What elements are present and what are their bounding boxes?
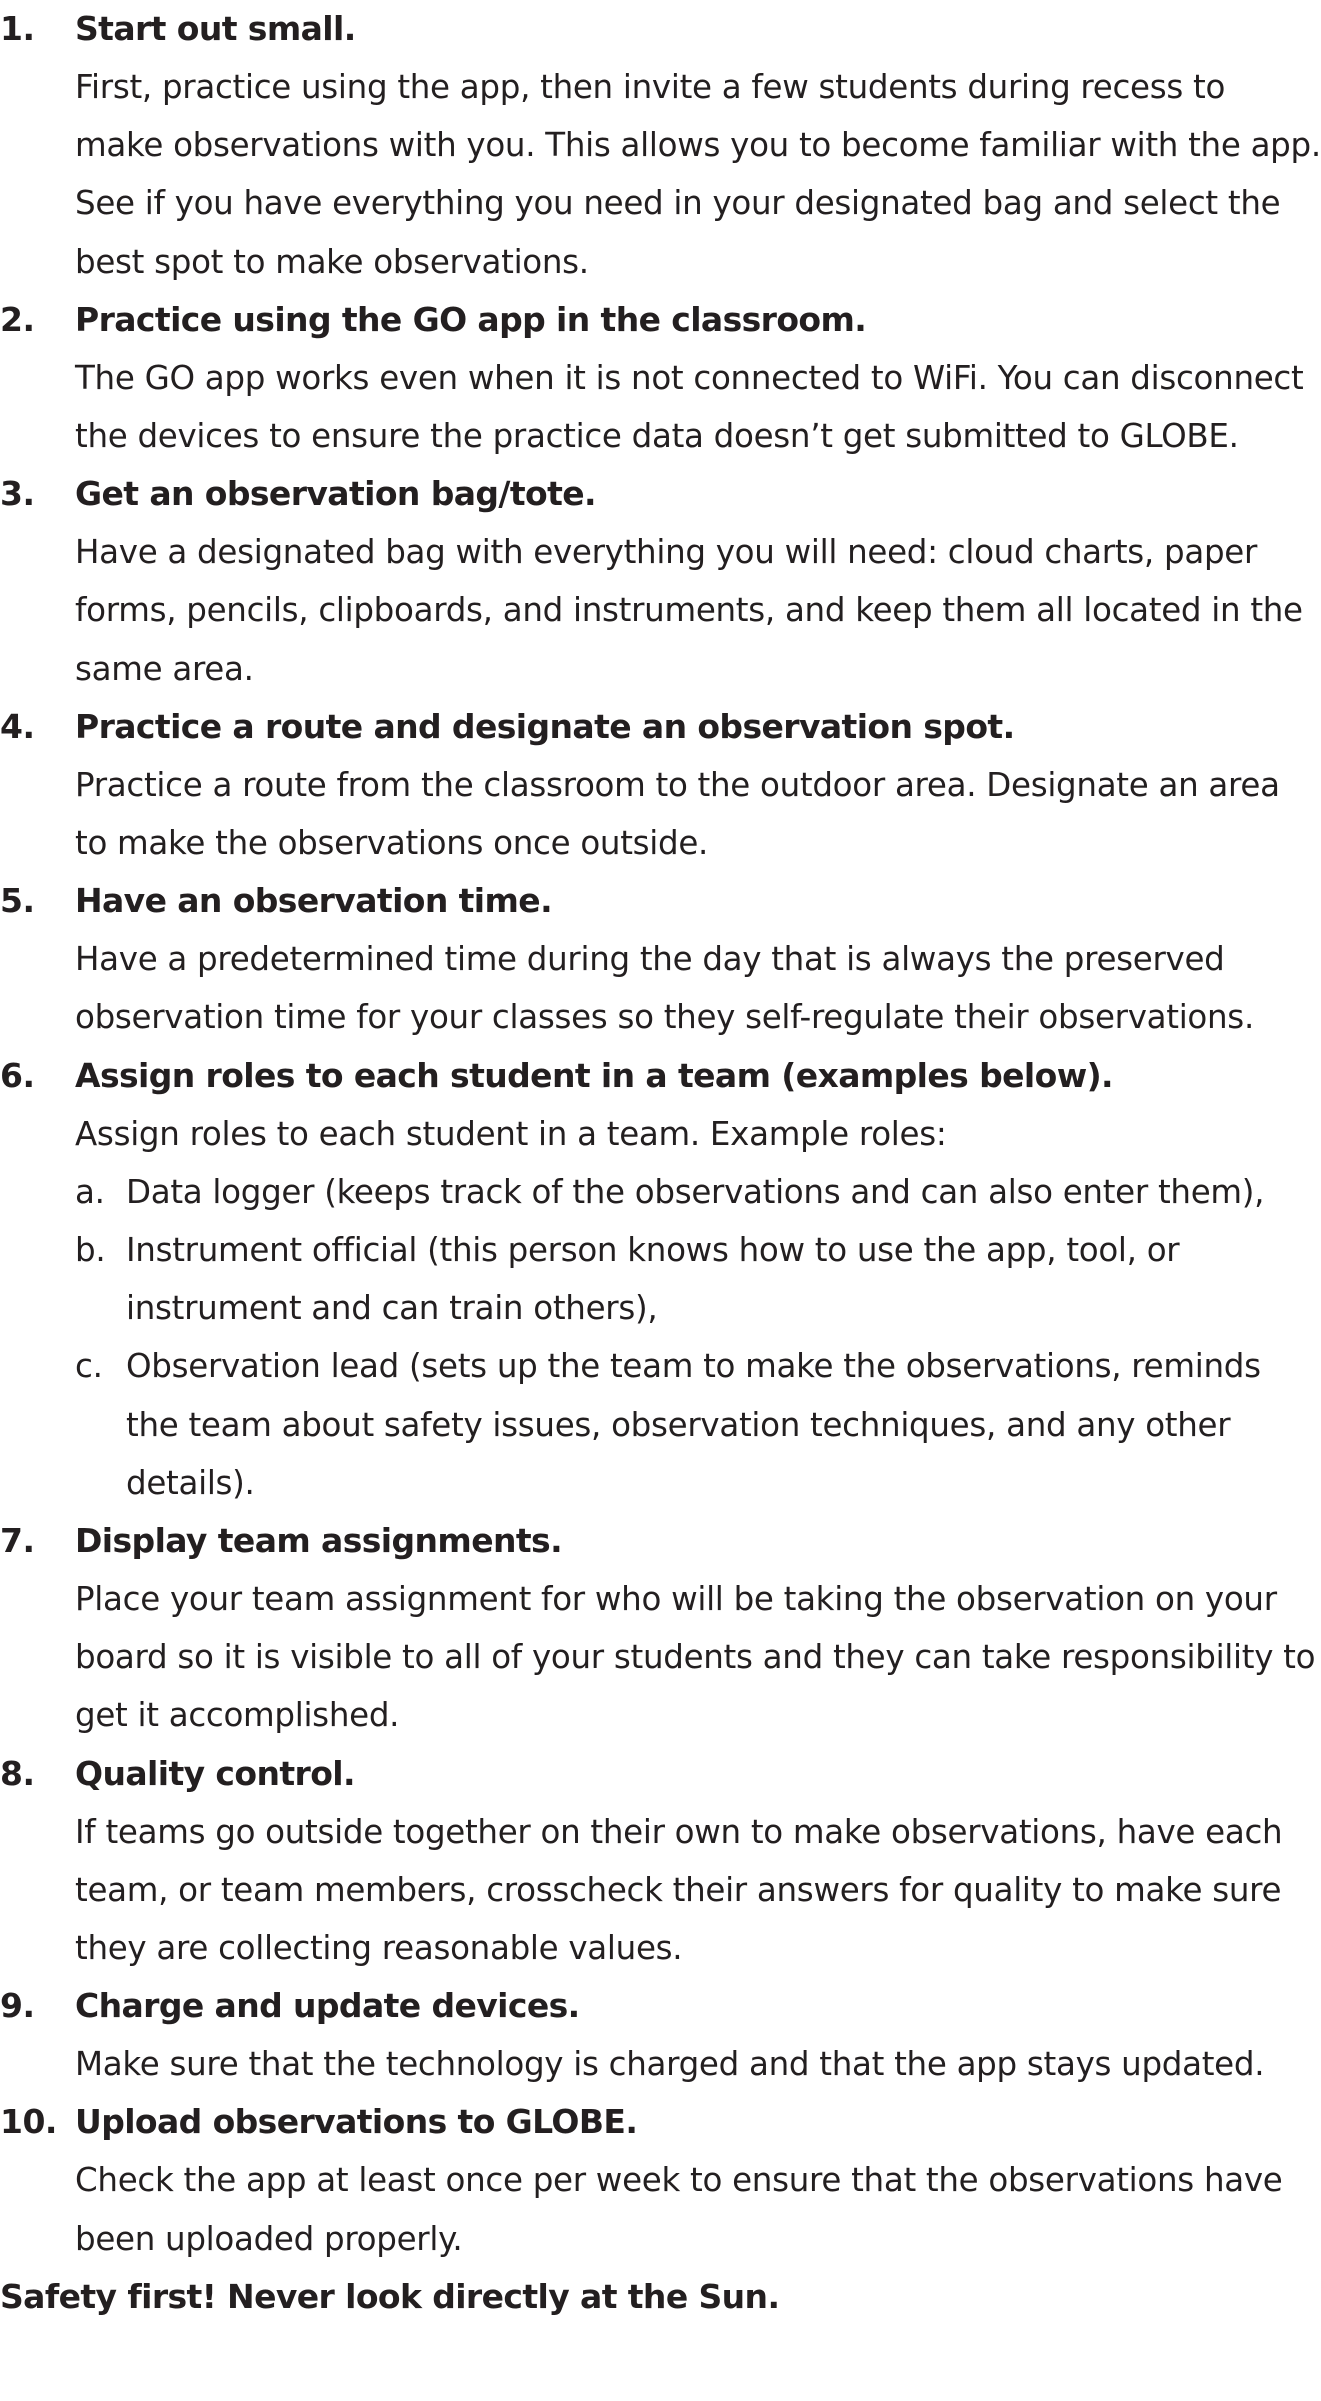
sub-item-marker: a. — [75, 1172, 105, 1211]
list-item-6 — [0, 1047, 1321, 1512]
item-number: 1. — [0, 9, 35, 48]
item-body: Assign roles to each student in a team. Example roles: — [75, 1114, 947, 1153]
sub-item-marker: c. — [75, 1347, 103, 1386]
list-item-2 — [0, 291, 1321, 465]
item-heading: Upload observations to GLOBE. — [75, 2102, 638, 2142]
item-heading: Quality control. — [75, 1753, 355, 1793]
item-number: 7. — [0, 1521, 35, 1561]
sub-item-b — [75, 1221, 1321, 1337]
item-body: The GO app works even when it is not connected to WiFi. You can disconnect the devices to ensure the practice data doesn’t get submitted to GLOBE. — [75, 358, 1304, 456]
safety-note: Safety first! Never look directly at the Sun. — [0, 2276, 780, 2316]
sub-item-c — [75, 1337, 1321, 1512]
sub-item-marker: b. — [75, 1231, 106, 1270]
list-item-9 — [0, 1977, 1321, 2093]
item-body: Have a predetermined time during the day that is always the preserved observation time for your classes so they self-regulate their observations. — [75, 940, 1254, 1037]
item-body: Make sure that the technology is charged and that the app stays updated. — [75, 2045, 1265, 2084]
item-body: Have a designated bag with everything you will need: cloud charts, paper forms, pencils, clipboards, and instruments, and keep them all located in the same area. — [75, 533, 1303, 688]
list-item-5 — [0, 872, 1321, 1046]
item-body: Place your team assignment for who will be taking the observation on your board so it is visible to all of your students and they can take responsibility to get it accomplished. — [75, 1580, 1316, 1735]
item-number: 5. — [0, 881, 35, 921]
item-heading: Start out small. — [75, 9, 356, 48]
list-item-4 — [0, 698, 1321, 872]
item-number: 9. — [0, 1986, 35, 2026]
sub-item-text: Observation lead (sets up the team to make the observations, reminds the team about safety issues, observation techniques, and any other details). — [126, 1347, 1261, 1502]
item-number: 8. — [0, 1753, 35, 1793]
list-item-1 — [0, 0, 1321, 291]
sub-item-text: Instrument official (this person knows how to use the app, tool, or instrument and can train others), — [126, 1231, 1180, 1328]
item-heading: Have an observation time. — [75, 881, 553, 921]
item-number: 3. — [0, 474, 35, 514]
item-body: Practice a route from the classroom to the outdoor area. Designate an area to make the observations once outside. — [75, 765, 1280, 863]
item-heading: Practice a route and designate an observation spot. — [75, 706, 1015, 746]
sub-item-text: Data logger (keeps track of the observations and can also enter them), — [126, 1172, 1265, 1211]
item-body: Check the app at least once per week to ensure that the observations have been uploaded properly. — [75, 2161, 1283, 2258]
item-heading: Practice using the GO app in the classroom. — [75, 299, 867, 339]
sub-item-a — [75, 1163, 1321, 1221]
item-body: If teams go outside together on their own to make observations, have each team, or team members, crosscheck their answers for quality to make sure they are collecting reasonable values. — [75, 1812, 1283, 1968]
list-item-7 — [0, 1512, 1321, 1745]
list-item-3 — [0, 465, 1321, 698]
item-heading: Display team assignments. — [75, 1521, 563, 1561]
item-heading: Assign roles to each student in a team (examples below). — [75, 1055, 1113, 1095]
list-item-8 — [0, 1745, 1321, 1978]
item-heading: Charge and update devices. — [75, 1986, 580, 2026]
list-item-10 — [0, 2093, 1321, 2267]
item-number: 4. — [0, 706, 35, 746]
item-number: 6. — [0, 1055, 35, 1095]
item-number: 2. — [0, 299, 35, 339]
item-body: First, practice using the app, then invite a few students during recess to make observations with you. This allows you to become familiar with the app. See if you have everything you need in your designated bag and select the best spot to make observations. — [75, 68, 1321, 281]
item-number: 10. — [0, 2102, 57, 2142]
item-heading: Get an observation bag/tote. — [75, 474, 596, 514]
